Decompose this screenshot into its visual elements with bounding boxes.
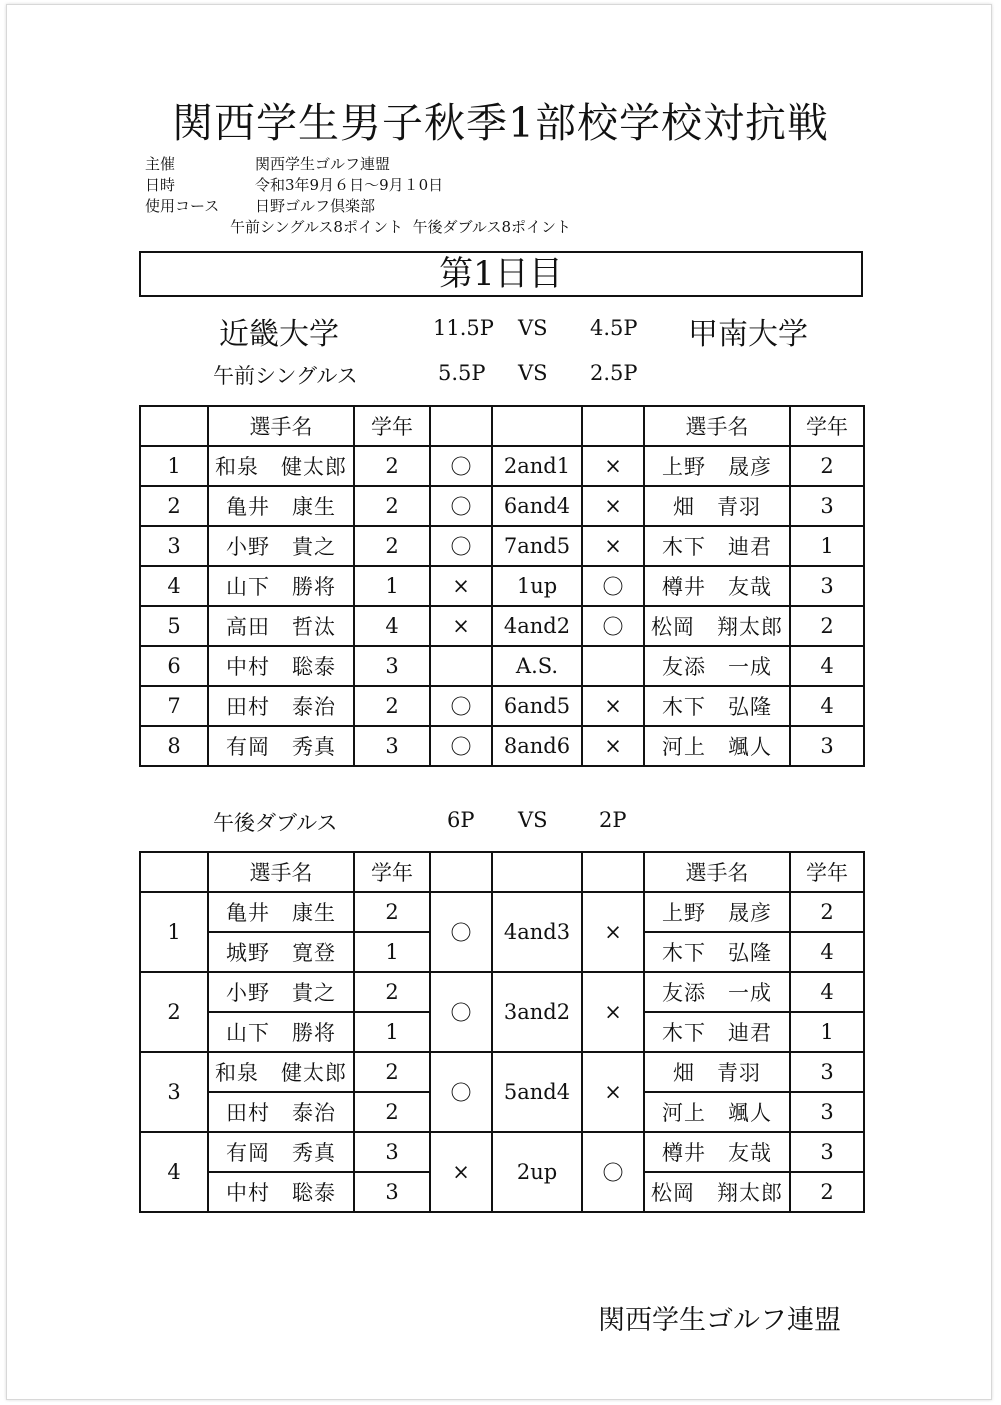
player-b-name: 木下 弘隆: [644, 686, 790, 726]
player-a2-name: 中村 聡泰: [208, 1172, 354, 1212]
player-a1-name: 有岡 秀真: [208, 1132, 354, 1172]
doubles-vs: VS: [518, 808, 548, 832]
match-result: 2and1: [492, 446, 582, 486]
player-b-mark: [582, 646, 644, 686]
header-grade-a: 学年: [354, 852, 430, 892]
player-a2-name: 山下 勝将: [208, 1012, 354, 1052]
player-a-mark: 〇: [430, 486, 492, 526]
player-a-grade: 4: [354, 606, 430, 646]
player-b1-grade: 2: [790, 892, 864, 932]
player-a-name: 亀井 康生: [208, 486, 354, 526]
header-name-a: 選手名: [208, 852, 354, 892]
match-number: 5: [140, 606, 208, 646]
meta-value: 関西学生ゴルフ連盟: [255, 155, 391, 173]
player-b2-grade: 3: [790, 1092, 864, 1132]
player-a-name: 高田 哲汰: [208, 606, 354, 646]
header-name-b: 選手名: [644, 852, 790, 892]
match-result: 6and4: [492, 486, 582, 526]
meta-date: [145, 175, 443, 195]
doubles-label: 午後ダブルス: [213, 811, 338, 835]
player-a-mark: 〇: [430, 686, 492, 726]
player-a1-name: 亀井 康生: [208, 892, 354, 932]
team-b-mark: 〇: [582, 1132, 644, 1212]
player-b-grade: 3: [790, 726, 864, 766]
player-a-grade: 2: [354, 526, 430, 566]
match-number: 3: [140, 526, 208, 566]
player-b-name: 友添 一成: [644, 646, 790, 686]
player-b-name: 松岡 翔太郎: [644, 606, 790, 646]
player-b1-grade: 3: [790, 1132, 864, 1172]
header-cell: [430, 852, 492, 892]
doubles-score-b: 2P: [599, 808, 627, 832]
player-b1-name: 上野 晟彦: [644, 892, 790, 932]
match-number: 7: [140, 686, 208, 726]
meta-value: 日野ゴルフ倶楽部: [255, 197, 376, 215]
table-row: [140, 486, 864, 526]
match-result: 4and3: [492, 892, 582, 972]
player-b2-name: 木下 弘隆: [644, 932, 790, 972]
player-a-grade: 2: [354, 486, 430, 526]
match-number: 4: [140, 566, 208, 606]
team-a-total: 11.5P: [433, 316, 494, 340]
table-row: [140, 726, 864, 766]
meta-key: 使用コース: [145, 197, 220, 215]
player-b-grade: 2: [790, 606, 864, 646]
player-b1-grade: 3: [790, 1052, 864, 1092]
player-a-mark: [430, 646, 492, 686]
player-a-mark: 〇: [430, 446, 492, 486]
player-a-name: 小野 貴之: [208, 526, 354, 566]
player-b-name: 河上 颯人: [644, 726, 790, 766]
player-b-name: 樽井 友哉: [644, 566, 790, 606]
player-b-mark: ×: [582, 726, 644, 766]
header-cell: [582, 852, 644, 892]
player-a-name: 中村 聡泰: [208, 646, 354, 686]
team-a-mark: 〇: [430, 892, 492, 972]
header-cell: [140, 406, 208, 446]
player-b1-name: 樽井 友哉: [644, 1132, 790, 1172]
singles-table: [139, 405, 865, 767]
team-a-mark: 〇: [430, 1052, 492, 1132]
header-cell: [492, 852, 582, 892]
match-result: 8and6: [492, 726, 582, 766]
match-result: A.S.: [492, 646, 582, 686]
player-b-name: 畑 青羽: [644, 486, 790, 526]
player-a1-name: 小野 貴之: [208, 972, 354, 1012]
player-a-mark: 〇: [430, 726, 492, 766]
doubles-score-a: 6P: [447, 808, 475, 832]
player-b2-grade: 4: [790, 932, 864, 972]
player-b-grade: 3: [790, 486, 864, 526]
table-header-row: [140, 406, 864, 446]
player-a2-grade: 3: [354, 1172, 430, 1212]
player-a-grade: 2: [354, 686, 430, 726]
team-b-name: 甲南大学: [688, 317, 808, 352]
player-b-grade: 1: [790, 526, 864, 566]
player-a2-grade: 2: [354, 1092, 430, 1132]
player-b1-name: 友添 一成: [644, 972, 790, 1012]
table-row: [140, 1052, 864, 1092]
table-row: [140, 446, 864, 486]
player-b1-grade: 4: [790, 972, 864, 1012]
team-b-mark: ×: [582, 972, 644, 1052]
player-b-grade: 4: [790, 686, 864, 726]
table-row: [140, 686, 864, 726]
player-a2-grade: 1: [354, 932, 430, 972]
match-result: 4and2: [492, 606, 582, 646]
player-b-name: 木下 迪君: [644, 526, 790, 566]
player-a-grade: 1: [354, 566, 430, 606]
team-b-total: 4.5P: [590, 316, 638, 340]
table-row: [140, 526, 864, 566]
team-a-mark: 〇: [430, 972, 492, 1052]
footer-organizer: 関西学生ゴルフ連盟: [598, 1305, 841, 1336]
player-a-name: 田村 泰治: [208, 686, 354, 726]
player-b-name: 上野 晟彦: [644, 446, 790, 486]
match-number: 2: [140, 972, 208, 1052]
match-number: 6: [140, 646, 208, 686]
player-a1-grade: 3: [354, 1132, 430, 1172]
meta-organizer: [145, 154, 390, 174]
player-b-grade: 3: [790, 566, 864, 606]
player-a-grade: 3: [354, 646, 430, 686]
match-result: 6and5: [492, 686, 582, 726]
match-result: 3and2: [492, 972, 582, 1052]
team-a-name: 近畿大学: [219, 317, 339, 352]
player-b2-grade: 2: [790, 1172, 864, 1212]
match-number: 2: [140, 486, 208, 526]
table-row: [140, 972, 864, 1012]
player-a2-grade: 1: [354, 1012, 430, 1052]
player-a-mark: ×: [430, 566, 492, 606]
vs-label: VS: [518, 316, 548, 340]
match-result: 1up: [492, 566, 582, 606]
player-b2-grade: 1: [790, 1012, 864, 1052]
player-a-name: 有岡 秀真: [208, 726, 354, 766]
match-number: 8: [140, 726, 208, 766]
match-number: 4: [140, 1132, 208, 1212]
format-note: 午前シングルス8ポイント 午後ダブルス8ポイント: [230, 218, 572, 236]
table-row: [140, 1132, 864, 1172]
player-b-mark: ×: [582, 526, 644, 566]
player-b1-name: 畑 青羽: [644, 1052, 790, 1092]
header-cell: [430, 406, 492, 446]
table-header-row: [140, 852, 864, 892]
match-result: 7and5: [492, 526, 582, 566]
player-b-mark: 〇: [582, 566, 644, 606]
team-b-mark: ×: [582, 892, 644, 972]
player-a1-grade: 2: [354, 892, 430, 932]
doubles-table: [139, 851, 865, 1213]
player-b-grade: 4: [790, 646, 864, 686]
header-cell: [140, 852, 208, 892]
header-name-a: 選手名: [208, 406, 354, 446]
meta-course: [145, 196, 375, 216]
player-a-grade: 2: [354, 446, 430, 486]
singles-label: 午前シングルス: [213, 364, 358, 388]
match-result: 2up: [492, 1132, 582, 1212]
header-grade-b: 学年: [790, 406, 864, 446]
singles-score-b: 2.5P: [590, 361, 638, 385]
meta-value: 令和3年9月６日～9月１0日: [255, 176, 444, 194]
player-b-mark: ×: [582, 686, 644, 726]
document-title: 関西学生男子秋季1部校学校対抗戦: [171, 99, 830, 147]
table-row: [140, 566, 864, 606]
table-row: [140, 892, 864, 932]
header-name-b: 選手名: [644, 406, 790, 446]
player-a1-grade: 2: [354, 972, 430, 1012]
meta-key: 日時: [145, 176, 176, 194]
player-b-grade: 2: [790, 446, 864, 486]
player-a-mark: ×: [430, 606, 492, 646]
singles-vs: VS: [518, 361, 548, 385]
player-b2-name: 松岡 翔太郎: [644, 1172, 790, 1212]
player-b2-name: 河上 颯人: [644, 1092, 790, 1132]
match-number: 1: [140, 446, 208, 486]
player-b2-name: 木下 迪君: [644, 1012, 790, 1052]
meta-key: 主催: [145, 155, 176, 173]
header-grade-b: 学年: [790, 852, 864, 892]
player-a-mark: 〇: [430, 526, 492, 566]
player-b-mark: ×: [582, 486, 644, 526]
player-a2-name: 城野 寛登: [208, 932, 354, 972]
player-a2-name: 田村 泰治: [208, 1092, 354, 1132]
header-cell: [582, 406, 644, 446]
player-b-mark: 〇: [582, 606, 644, 646]
match-number: 3: [140, 1052, 208, 1132]
player-a-grade: 3: [354, 726, 430, 766]
table-row: [140, 606, 864, 646]
match-number: 1: [140, 892, 208, 972]
player-a1-name: 和泉 健太郎: [208, 1052, 354, 1092]
team-a-mark: ×: [430, 1132, 492, 1212]
player-a-name: 和泉 健太郎: [208, 446, 354, 486]
team-b-mark: ×: [582, 1052, 644, 1132]
header-grade-a: 学年: [354, 406, 430, 446]
table-row: [140, 646, 864, 686]
day-label: 第1日目: [139, 251, 863, 297]
singles-score-a: 5.5P: [438, 361, 486, 385]
player-a-name: 山下 勝将: [208, 566, 354, 606]
player-a1-grade: 2: [354, 1052, 430, 1092]
match-result: 5and4: [492, 1052, 582, 1132]
player-b-mark: ×: [582, 446, 644, 486]
header-cell: [492, 406, 582, 446]
